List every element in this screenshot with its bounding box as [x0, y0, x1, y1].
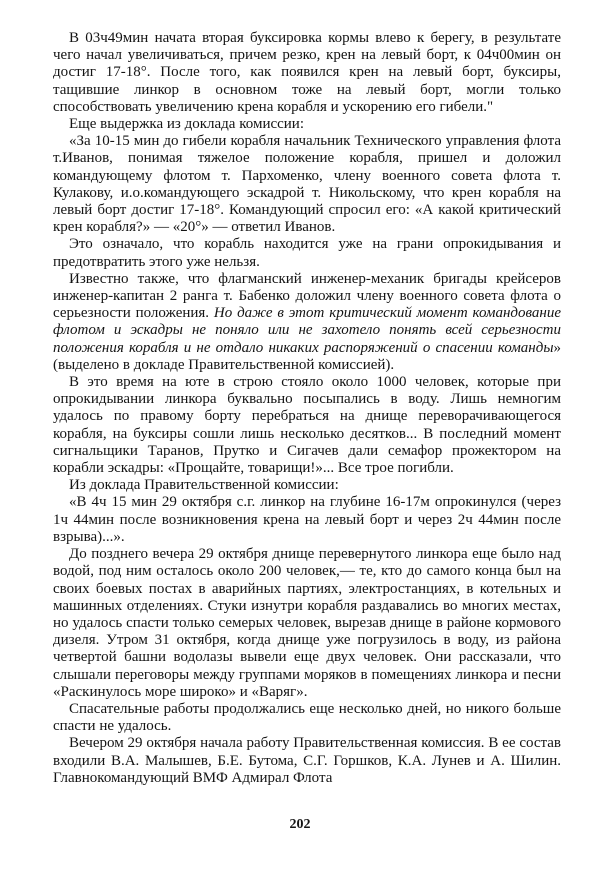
paragraph-11: Вечером 29 октября начала работу Правительственная комиссия. В ее состав входили В.А. Малышев, Б.Е. Бутома, С.Г. Горшков, К.А. Лунев и А. Шилин. Главнокомандующий ВМФ Адмирал Флота: [53, 735, 561, 786]
paragraph-1: В 03ч49мин начата вторая буксировка кормы влево к берегу, в результате чего начал увеличиваться, причем резко, крен на левый борт, к 04ч00мин он достиг 17-18°. После того, как появился крен на левый борт, буксиры, тащившие линкор в основном тоже на левый борт, могли только способствовать увеличению крена корабля и ускорению его гибели.": [53, 30, 561, 115]
paragraph-4: Это означало, что корабль находится уже на грани опрокидывания и предотвратить этого уже нельзя.: [53, 236, 561, 270]
paragraph-10: Спасательные работы продолжались еще несколько дней, но никого больше спасти не удалось.: [53, 700, 561, 735]
page-body: [53, 30, 561, 787]
paragraph-8-quote: «В 4ч 15 мин 29 октября с.г. линкор на глубине 16-17м опрокинулся (через 1ч 44мин после возникновения крена на левый борт и через 2ч 44мин после взрыва)...».: [53, 494, 561, 545]
paragraph-9: До позднего вечера 29 октября днище перевернутого линкора еще было над водой, под ним осталось около 200 человек,— те, кто до самого конца был на своих боевых постах в аварийных партиях, электростанциях, в котельных и машинных отделениях. Стуки изнутри корабля раздавались во многих местах, но удалось спасти только семерых человек, вырезав днище в районе кормового дизеля. Утром 31 октября, когда днище уже погрузилось в воду, из района четвертой башни водолазы вывели еще двух человек. Они рассказали, что слышали переговоры между группами моряков в помещениях линкора и песни «Раскинулось море широко» и «Варяг».: [53, 546, 561, 700]
paragraph-2: Еще выдержка из доклада комиссии:: [69, 116, 305, 133]
paragraph-6: В это время на юте в строю стояло около 1000 человек, которые при опрокидывании линкора буквально посыпались в воду. Лишь немногим удалось по правому борту перебраться на днище переворачивающегося корабля, на буксиры сошли лишь несколько десятков... В последний момент сигнальщики Таранов, Прутко и Сигачев дали семафор прожектором на корабли эскадры: «Прощайте, товарищи!»... Все трое погибли.: [53, 374, 561, 477]
page-number: 202: [289, 817, 311, 832]
paragraph-5-start: Известно также, что флагманский инженер-механик бригады крейсеров инженер-капитан 2 ранга т. Бабенко доложил члену военного совета флота о серьезности положения.: [53, 270, 561, 322]
paragraph-7: Из доклада Правительственной комиссии:: [69, 477, 339, 494]
paragraph-3-quote: «За 10-15 мин до гибели корабля начальник Технического управления флота т.Иванов, понимая тяжелое положение корабля, пришел и доложил командующему флотом т. Пархоменко, члену военного совета флота т. Кулакову, и.о.командующего эскадрой т. Никольскому, что крен корабля на левый борт достиг 17-18°. Командующий спросил его: «А какой критический крен корабля?» — «20°» — ответил Иванов.: [53, 133, 561, 236]
paragraph-5: [53, 271, 561, 374]
paragraph-5-end: » (выделено в докладе Правительственной комиссией).: [53, 339, 561, 373]
paragraph-5-emphasis: Но даже в этот критический момент командование флотом и эскадры не поняло или не захотело понять всей серьезности положения корабля и не отдало никаких распоряжений о спасении команды: [53, 305, 561, 356]
